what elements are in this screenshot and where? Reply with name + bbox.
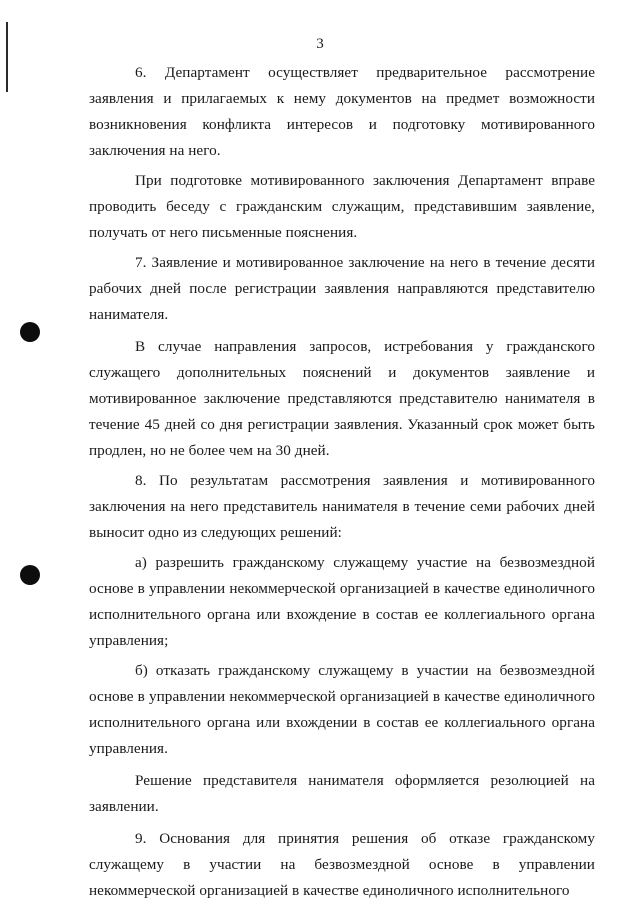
paragraph-item-8-option-b: б) отказать гражданскому служащему в участии на безвозмездной основе в управлении некоммерческой организацией в качестве единоличного исполнительного органа или вхождении в состав ее коллегиального органа управления. <box>89 662 595 757</box>
paragraph-item-8-option-a: а) разрешить гражданскому служащему участие на безвозмездной основе в управлении некоммерческой организацией в качестве единоличного исполнительного органа или вхождение в состав ее коллегиального органа управления; <box>89 554 595 649</box>
paragraph-item-7-continuation: В случае направления запросов, истребования у гражданского служащего дополнительных пояснений и документов заявление и мотивированное заключение представляются представителю нанимателя в течение 45 дней со дня регистрации заявления. Указанный срок может быть продлен, но не более чем на 30 дней. <box>89 338 595 459</box>
paragraph-item-8: 8. По результатам рассмотрения заявления и мотивированного заключения на него представитель нанимателя в течение семи рабочих дней выносит одно из следующих решений: <box>89 472 595 541</box>
document-body <box>89 60 595 904</box>
paragraph-item-7: 7. Заявление и мотивированное заключение на него в течение десяти рабочих дней после регистрации заявления направляются представителю нанимателя. <box>89 254 595 323</box>
punch-hole-top <box>20 322 40 342</box>
paragraph-item-6-continuation: При подготовке мотивированного заключения Департамент вправе проводить беседу с гражданским служащим, представившим заявление, получать от него письменные пояснения. <box>89 172 595 241</box>
paragraph-item-9: 9. Основания для принятия решения об отказе гражданскому служащему в участии на безвозмездной основе в управлении некоммерческой организацией в качестве единоличного исполнительного <box>89 830 595 899</box>
binding-margin-line <box>6 22 8 92</box>
paragraph-decision-resolution: Решение представителя нанимателя оформляется резолюцией на заявлении. <box>89 772 595 815</box>
paragraph-item-6: 6. Департамент осуществляет предварительное рассмотрение заявления и прилагаемых к нему документов на предмет возможности возникновения конфликта интересов и подготовку мотивированного заключения на него. <box>89 64 595 159</box>
punch-hole-bottom <box>20 565 40 585</box>
page-number: 3 <box>316 36 324 52</box>
